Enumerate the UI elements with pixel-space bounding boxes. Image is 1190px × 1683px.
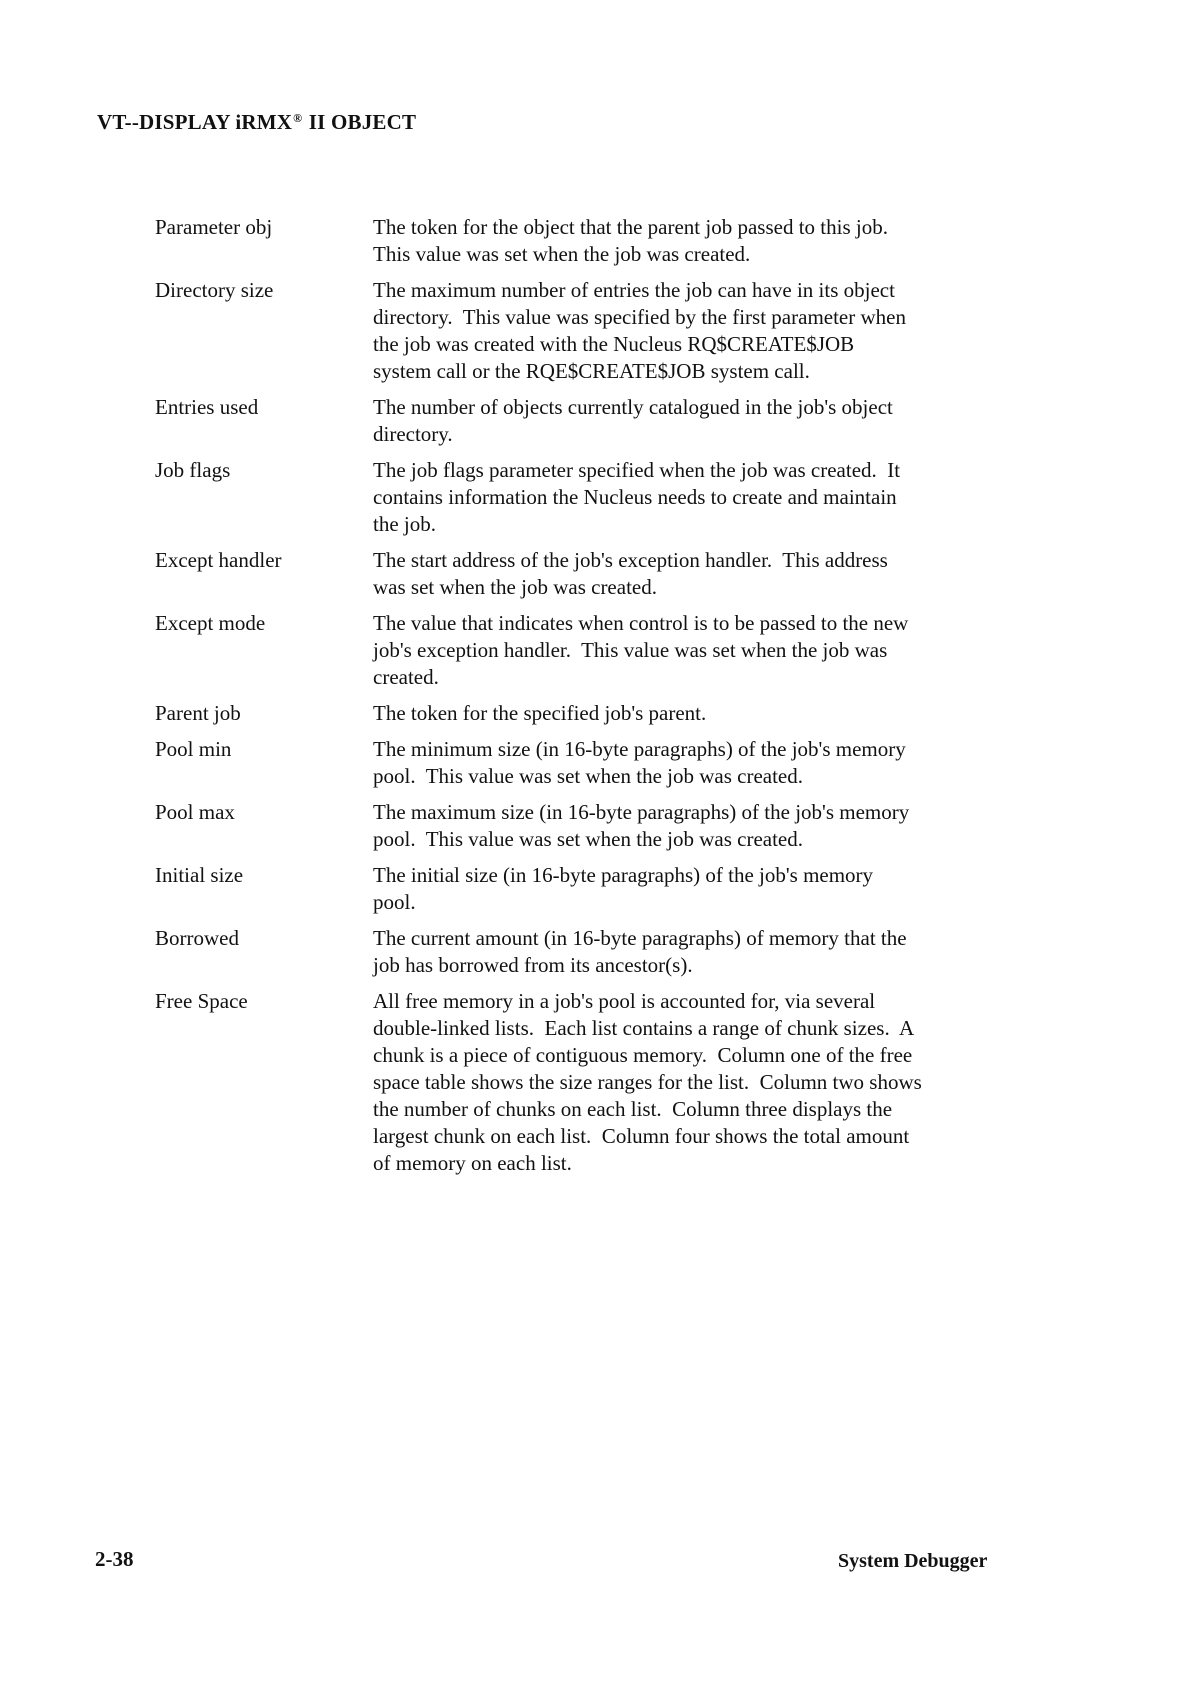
definition-description [373, 457, 1005, 538]
description-line: job has borrowed from its ancestor(s). [373, 953, 693, 977]
definition-entry [155, 799, 1005, 853]
definition-description [373, 610, 1005, 691]
definition-description [373, 547, 1005, 601]
definition-term: Borrowed [155, 926, 239, 950]
definition-list [155, 214, 1005, 1177]
definition-term: Except mode [155, 611, 266, 635]
description-line: The current amount (in 16-byte paragraphs) of memory that the [373, 926, 907, 950]
definition-entry [155, 214, 1005, 268]
definition-term: Pool max [155, 800, 235, 824]
description-line: largest chunk on each list. Column four shows the total amount [373, 1124, 910, 1148]
definition-entry [155, 925, 1005, 979]
definition-entry [155, 457, 1005, 538]
description-line: the job was created with the Nucleus RQ$CREATE$JOB [373, 332, 855, 356]
header-title-suffix: II OBJECT [303, 110, 417, 134]
description-line: system call or the RQE$CREATE$JOB system call. [373, 359, 810, 383]
definition-entry [155, 988, 1005, 1177]
description-line: The minimum size (in 16-byte paragraphs) of the job's memory [373, 737, 906, 761]
definition-entry [155, 610, 1005, 691]
page-header [97, 110, 416, 135]
description-line: contains information the Nucleus needs to create and maintain [373, 485, 897, 509]
definition-term: Entries used [155, 395, 259, 419]
description-line: The number of objects currently catalogued in the job's object [373, 395, 893, 419]
definition-term: Parameter obj [155, 215, 273, 239]
description-line: the number of chunks on each list. Column three displays the [373, 1097, 893, 1121]
definition-term: Initial size [155, 863, 244, 887]
description-line: This value was set when the job was created. [373, 242, 751, 266]
description-line: directory. [373, 422, 453, 446]
definition-description [373, 394, 1005, 448]
definition-entry [155, 700, 1005, 727]
description-line: The maximum number of entries the job can have in its object [373, 278, 895, 302]
definition-description [373, 736, 1005, 790]
description-line: The token for the object that the parent job passed to this job. [373, 215, 888, 239]
description-line: The maximum size (in 16-byte paragraphs) of the job's memory [373, 800, 910, 824]
definition-description [373, 799, 1005, 853]
description-line: The start address of the job's exception handler. This address [373, 548, 888, 572]
description-line: pool. [373, 890, 416, 914]
definition-entry [155, 736, 1005, 790]
definition-description [373, 700, 1005, 727]
description-line: job's exception handler. This value was set when the job was [373, 638, 888, 662]
definition-term: Free Space [155, 989, 248, 1013]
definition-description [373, 277, 1005, 385]
definition-description [373, 925, 1005, 979]
definition-term: Pool min [155, 737, 232, 761]
definition-term: Directory size [155, 278, 274, 302]
definition-description [373, 214, 1005, 268]
definition-term: Job flags [155, 458, 231, 482]
definition-description [373, 988, 1005, 1177]
description-line: of memory on each list. [373, 1151, 572, 1175]
description-line: pool. This value was set when the job was created. [373, 827, 803, 851]
description-line: All free memory in a job's pool is accounted for, via several [373, 989, 876, 1013]
description-line: The job flags parameter specified when the job was created. It [373, 458, 901, 482]
description-line: space table shows the size ranges for the list. Column two shows [373, 1070, 922, 1094]
description-line: The initial size (in 16-byte paragraphs) of the job's memory [373, 863, 874, 887]
definition-entry [155, 394, 1005, 448]
definition-term: Except handler [155, 548, 282, 572]
manual-title: System Debugger [838, 1550, 988, 1572]
page-number: 2-38 [95, 1547, 134, 1571]
description-line: double-linked lists. Each list contains a range of chunk sizes. A [373, 1016, 915, 1040]
description-line: The value that indicates when control is to be passed to the new [373, 611, 909, 635]
description-line: the job. [373, 512, 436, 536]
definition-entry [155, 547, 1005, 601]
description-line: pool. This value was set when the job was created. [373, 764, 803, 788]
header-title-prefix: VT--DISPLAY iRMX [97, 110, 293, 134]
description-line: was set when the job was created. [373, 575, 657, 599]
description-line: chunk is a piece of contiguous memory. Column one of the free [373, 1043, 913, 1067]
registered-mark: ® [293, 111, 303, 125]
description-line: directory. This value was specified by the first parameter when [373, 305, 906, 329]
description-line: The token for the specified job's parent. [373, 701, 707, 725]
definition-entry [155, 277, 1005, 385]
description-line: created. [373, 665, 439, 689]
definition-term: Parent job [155, 701, 241, 725]
definition-entry [155, 862, 1005, 916]
definition-description [373, 862, 1005, 916]
